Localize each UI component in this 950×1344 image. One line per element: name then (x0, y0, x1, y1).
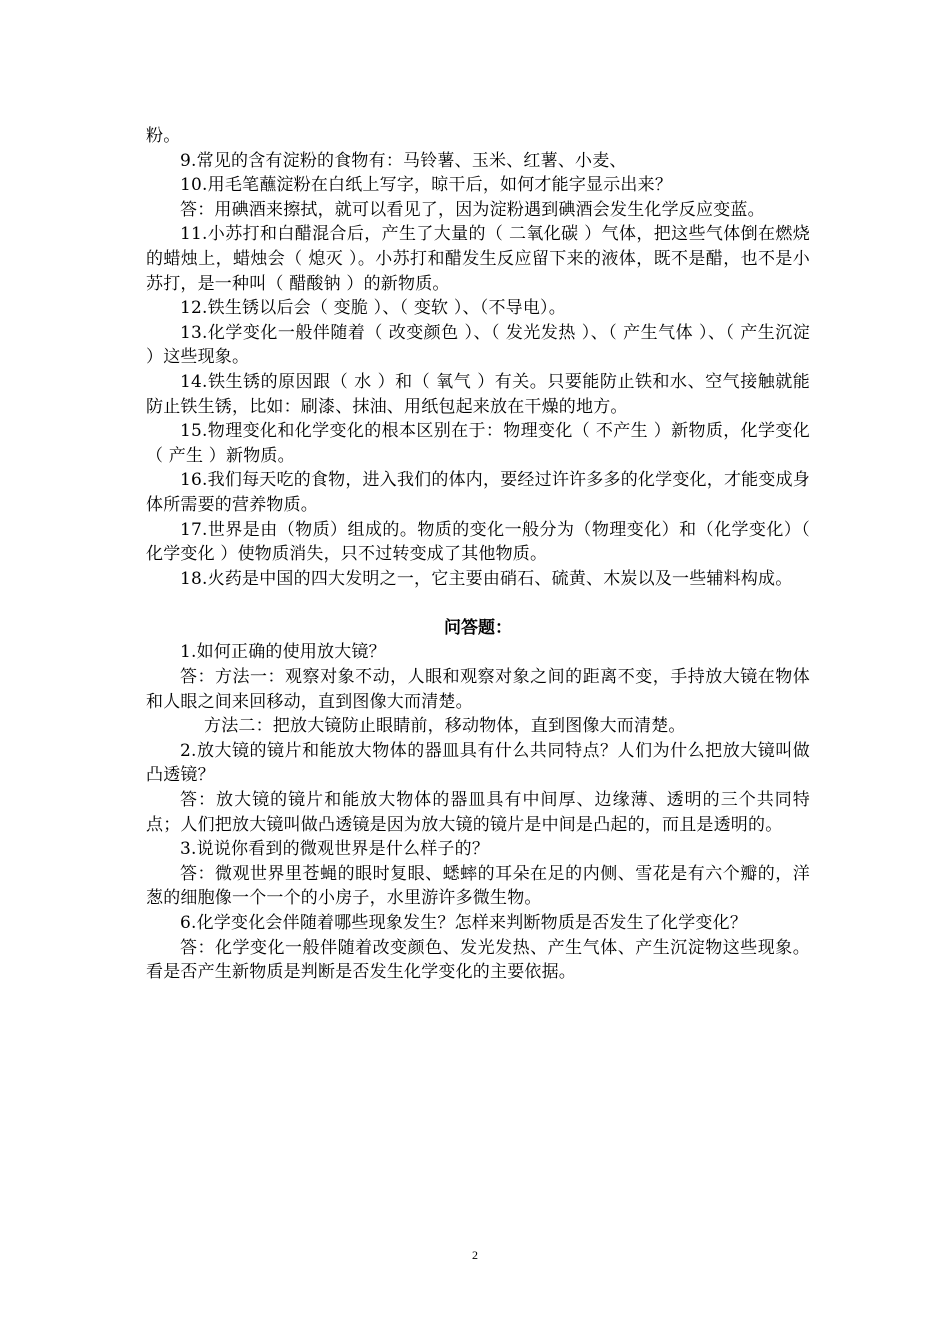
fill-blank-item-17: 17.世界是由（物质）组成的。物质的变化一般分为（物理变化）和（化学变化）（ 化学变化 ）使物质消失，只不过转变成了其他物质。 (146, 519, 810, 565)
fill-blank-item-9: 9.常见的含有淀粉的食物有：马铃薯、玉米、红薯、小麦、 (180, 150, 627, 171)
answer-1-method-2: 方法二：把放大镜防止眼睛前，移动物体，直到图像大而清楚。 (204, 716, 686, 737)
fill-blank-item-18: 18.火药是中国的四大发明之一，它主要由硝石、硫黄、木炭以及一些辅料构成。 (180, 568, 793, 589)
paragraph-continuation: 粉。 (146, 126, 181, 146)
blank-line (146, 591, 810, 616)
page-number: 2 (472, 1248, 478, 1262)
question-6: 6.化学变化会伴随着哪些现象发生？怎样来判断物质是否发生了化学变化？ (180, 913, 748, 933)
answer-1-method-1: 答：方法一：观察对象不动，人眼和观察对象之间的距离不变，手持放大镜在物体和人眼之间来回移动，直到图像大而清楚。 (146, 667, 810, 712)
answer-3: 答：微观世界里苍蝇的眼时复眼、蟋蟀的耳朵在足的内侧、雪花是有六个瓣的，洋葱的细胞像一个一个的小房子，水里游许多微生物。 (146, 863, 810, 909)
fill-blank-item-14: 14.铁生锈的原因跟（ 水 ）和（ 氧气 ）有关。只要能防止铁和水、空气接触就能防止铁生锈，比如：刷漆、抹油、用纸包起来放在干燥的地方。 (146, 371, 810, 417)
question-1: 1.如何正确的使用放大镜？ (180, 642, 386, 663)
fill-blank-item-11: 11.小苏打和白醋混合后，产生了大量的（ 二氧化碳 ）气体，把这些气体倒在燃烧的蜡烛上，蜡烛会（ 熄灭 ）。小苏打和醋发生反应留下来的液体，既不是醋，也不是小苏打，是一种叫（ 醋酸钠 ）的新物质。 (146, 224, 810, 294)
question-2: 2.放大镜的镜片和能放大物体的器皿具有什么共同特点？人们为什么把放大镜叫做凸透镜？ (146, 740, 810, 786)
document-body (146, 124, 810, 985)
section-heading-qa: 问答题： (444, 617, 512, 638)
answer-item-10: 答：用碘酒来擦拭，就可以看见了，因为淀粉遇到碘酒会发生化学反应变蓝。 (180, 199, 765, 220)
fill-blank-item-16: 16.我们每天吃的食物，进入我们的体内，要经过许许多多的化学变化，才能变成身体所需要的营养物质。 (146, 470, 810, 515)
fill-blank-item-12: 12.铁生锈以后会（ 变脆 ）、（ 变软 ）、（不导电）。 (180, 298, 566, 319)
answer-6: 答：化学变化一般伴随着改变颜色、发光发热、产生气体、产生沉淀物这些现象。看是否产生新物质是判断是否发生化学变化的主要依据。 (146, 937, 810, 983)
fill-blank-item-15: 15.物理变化和化学变化的根本区别在于：物理变化（ 不产生 ）新物质，化学变化（ 产生 ）新物质。 (146, 421, 810, 466)
fill-blank-item-10: 10.用毛笔蘸淀粉在白纸上写字，晾干后，如何才能字显示出来？ (180, 175, 673, 196)
fill-blank-item-13: 13.化学变化一般伴随着（ 改变颜色 ）、（ 发光发热 ）、（ 产生气体 ）、（ 产生沉淀 ）这些现象。 (146, 322, 810, 368)
answer-2: 答：放大镜的镜片和能放大物体的器皿具有中间厚、边缘薄、透明的三个共同特点；人们把放大镜叫做凸透镜是因为放大镜的镜片是中间是凸起的，而且是透明的。 (146, 790, 810, 835)
question-3: 3.说说你看到的微观世界是什么样子的？ (180, 839, 490, 860)
